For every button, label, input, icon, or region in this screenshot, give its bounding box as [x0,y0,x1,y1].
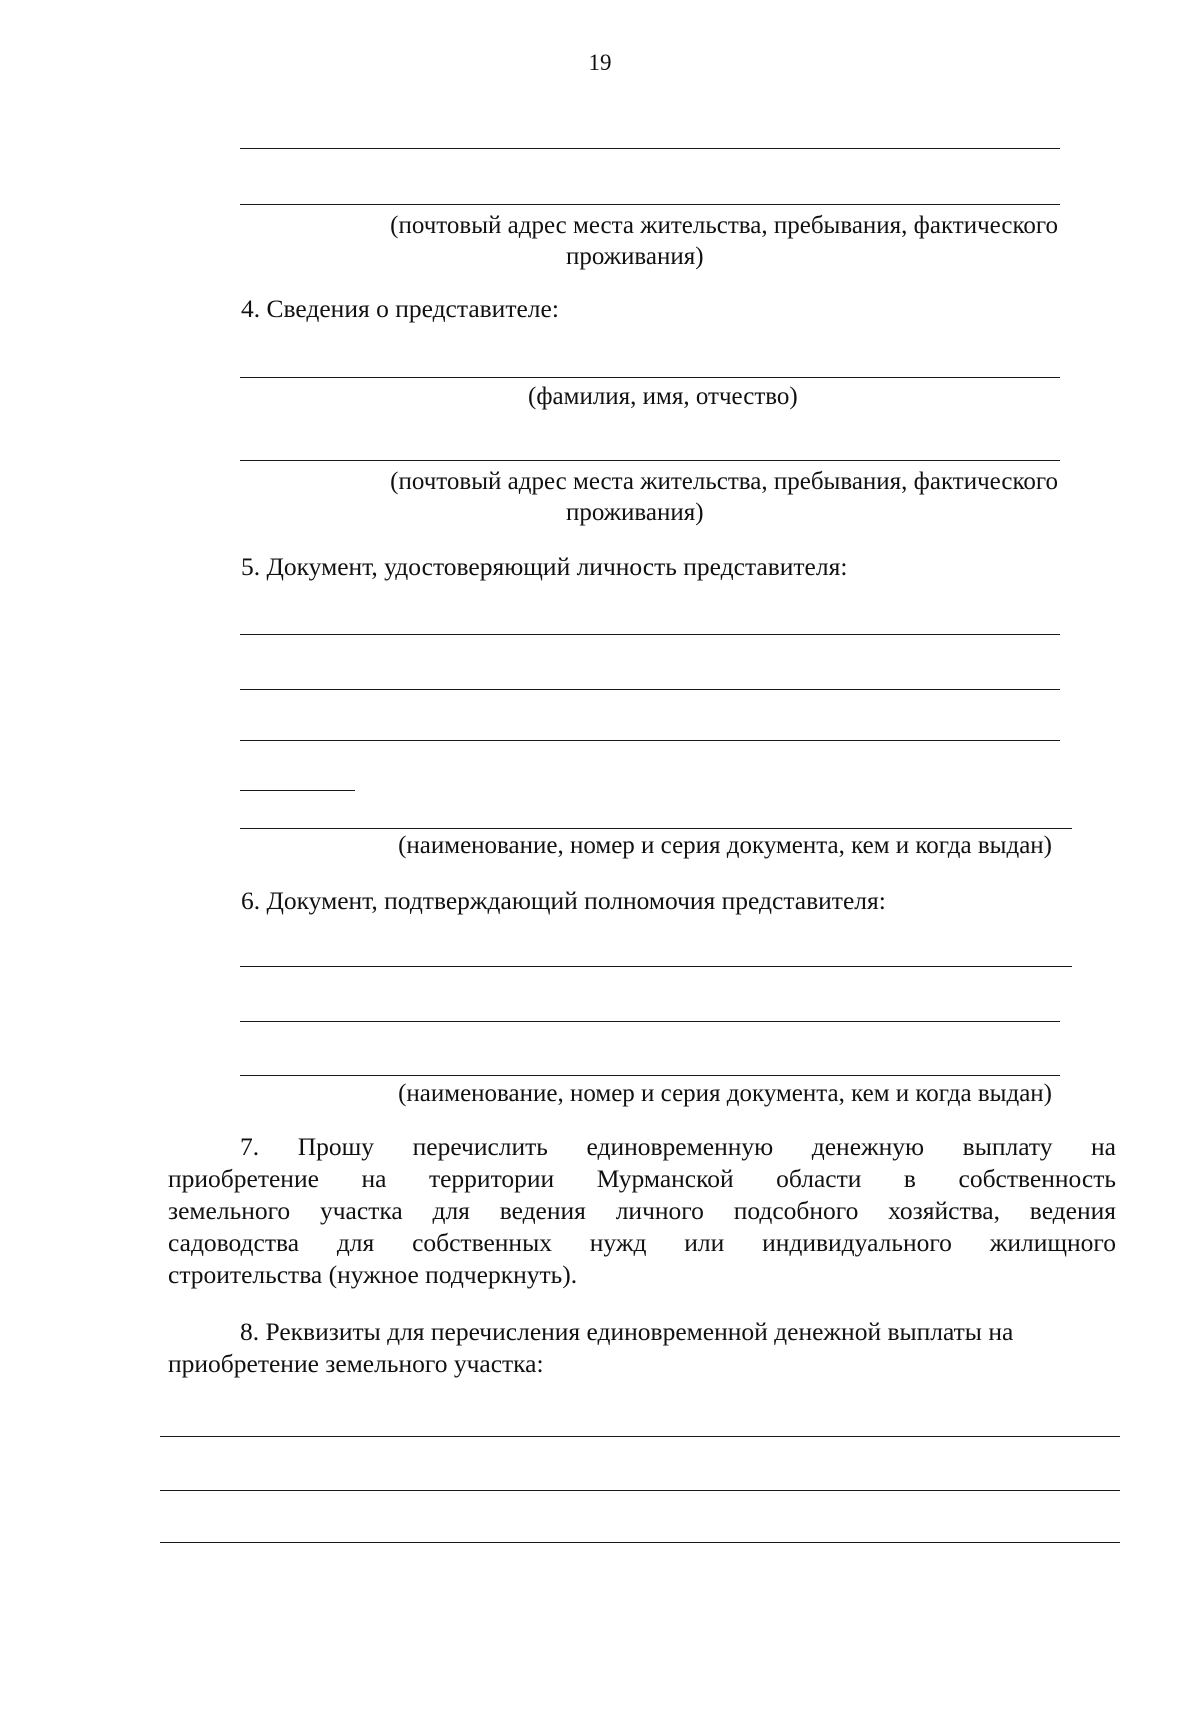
powers-doc-caption: (наименование, номер и серия документа, кем и когда выдан) [398,1080,1052,1107]
identity-doc-line-4-short [240,790,355,791]
details-line-1 [160,1436,1120,1437]
powers-doc-line-2 [240,1021,1060,1022]
section-7-line-1: 7. Прошу перечислить единовременную денежную выплату на [240,1132,1116,1161]
fio-caption: (фамилия, имя, отчество) [528,383,798,410]
representative-address-line [240,460,1060,461]
section-7-line-2: приобретение на территории Мурманской области в собственность [168,1164,1116,1193]
powers-doc-line-1 [240,966,1072,967]
section-8-line-2: приобретение земельного участка: [168,1349,544,1378]
identity-doc-line-5 [240,828,1072,829]
rep-address-caption-line-2: проживания) [566,499,704,526]
section-8-line-1: 8. Реквизиты для перечисления единовременной денежной выплаты на [240,1317,1014,1346]
details-line-2 [160,1490,1120,1491]
section-7-line-5: строительства (нужное подчеркнуть). [168,1260,578,1289]
address-caption-line-1: (почтовый адрес места жительства, пребывания, фактического [390,212,1058,239]
identity-doc-caption: (наименование, номер и серия документа, кем и когда выдан) [398,832,1052,859]
section-4-heading: 4. Сведения о представителе: [241,294,559,323]
details-line-3 [160,1542,1120,1543]
section-5-heading: 5. Документ, удостоверяющий личность представителя: [241,552,848,581]
address-fill-line-2 [240,204,1060,205]
section-7-line-3: земельного участка для ведения личного подсобного хозяйства, ведения [168,1196,1116,1225]
page-number: 19 [588,50,612,75]
representative-name-line [240,377,1060,378]
section-7-line-4: садоводства для собственных нужд или индивидуального жилищного [168,1228,1116,1257]
powers-doc-line-3 [240,1075,1060,1076]
rep-address-caption-line-1: (почтовый адрес места жительства, пребывания, фактического [390,468,1058,495]
section-6-heading: 6. Документ, подтверждающий полномочия представителя: [241,886,886,915]
address-caption-line-2: проживания) [566,243,704,270]
address-fill-line-1 [240,148,1060,149]
identity-doc-line-2 [240,689,1060,690]
identity-doc-line-3 [240,740,1060,741]
identity-doc-line-1 [240,634,1060,635]
